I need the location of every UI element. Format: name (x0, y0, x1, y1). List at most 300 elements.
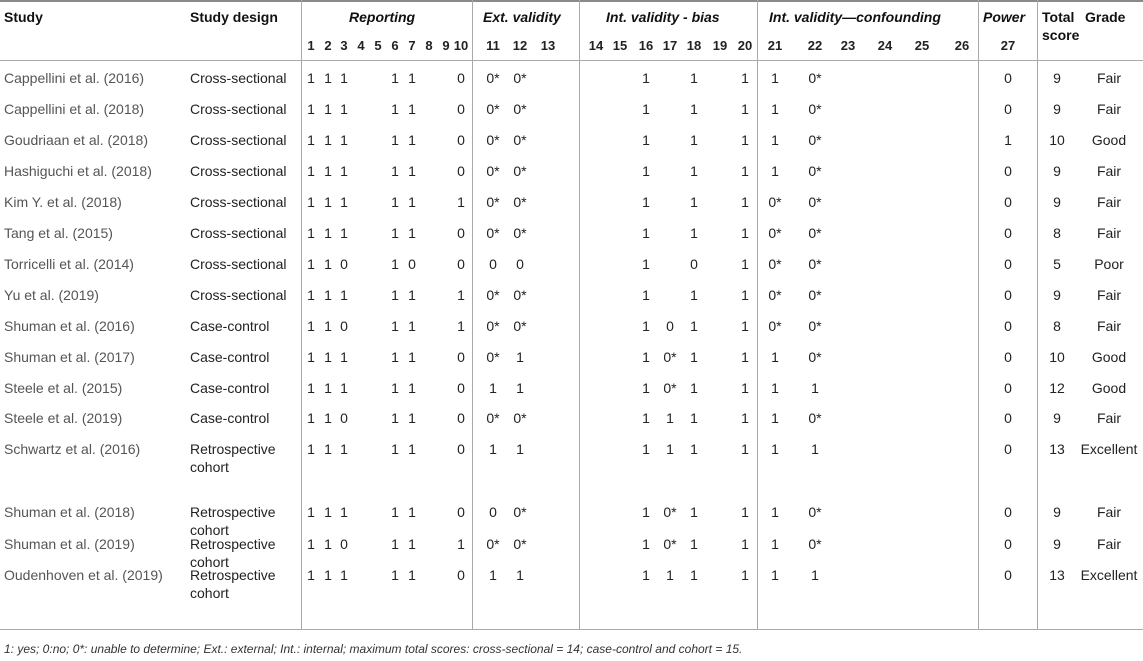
item-score: 1 (391, 567, 399, 583)
item-score: 0 (457, 410, 465, 426)
item-score: 1 (741, 349, 749, 365)
item-score: 1 (741, 380, 749, 396)
study-design: Cross-sectional (190, 256, 287, 272)
item-score: 1 (391, 504, 399, 520)
item-score: 0* (513, 410, 527, 426)
total-score: 9 (1053, 163, 1061, 179)
total-score: 12 (1049, 380, 1065, 396)
item-number: 2 (324, 38, 332, 53)
item-score: 1 (307, 194, 315, 210)
item-score: 1 (741, 410, 749, 426)
item-score: 1 (340, 441, 348, 457)
item-score: 0 (1004, 256, 1012, 272)
item-score: 1 (642, 536, 650, 552)
item-score: 0 (457, 101, 465, 117)
item-score: 1 (408, 287, 416, 303)
total-score-header-line1: Total (1042, 9, 1075, 25)
item-number: 9 (442, 38, 450, 53)
item-score: 1 (642, 380, 650, 396)
top-rule (0, 0, 1143, 2)
item-score: 1 (771, 380, 779, 396)
item-score: 1 (324, 410, 332, 426)
item-score: 0* (486, 287, 500, 303)
item-score: 1 (642, 70, 650, 86)
grade-value: Good (1091, 349, 1127, 365)
item-score: 0 (1004, 567, 1012, 583)
column-separator (1037, 0, 1038, 629)
item-score: 0 (1004, 536, 1012, 552)
grade-value: Fair (1096, 410, 1122, 426)
item-score: 1 (771, 132, 779, 148)
item-score: 0 (1004, 349, 1012, 365)
item-score: 1 (324, 318, 332, 334)
item-score: 1 (741, 287, 749, 303)
item-number: 4 (357, 38, 365, 53)
item-score: 0* (808, 132, 822, 148)
item-score: 0* (486, 194, 500, 210)
study-name: Cappellini et al. (2016) (4, 70, 145, 86)
item-number: 17 (662, 38, 678, 53)
item-number: 1 (307, 38, 315, 53)
item-score: 1 (771, 70, 779, 86)
item-score: 1 (408, 567, 416, 583)
item-score: 1 (642, 225, 650, 241)
item-score: 1 (307, 410, 315, 426)
item-score: 1 (391, 163, 399, 179)
item-score: 1 (457, 318, 465, 334)
item-score: 1 (307, 504, 315, 520)
item-score: 1 (307, 287, 315, 303)
item-score: 1 (307, 318, 315, 334)
item-number: 24 (877, 38, 893, 53)
grade-value: Fair (1096, 163, 1122, 179)
item-score: 1 (340, 225, 348, 241)
item-score: 0 (1004, 287, 1012, 303)
item-number: 12 (512, 38, 528, 53)
item-score: 0 (457, 70, 465, 86)
item-score: 1 (516, 567, 524, 583)
column-separator (472, 0, 473, 629)
item-score: 1 (741, 567, 749, 583)
item-score: 1 (771, 163, 779, 179)
study-name: Shuman et al. (2017) (4, 349, 135, 365)
item-score: 1 (741, 536, 749, 552)
item-score: 1 (666, 441, 674, 457)
item-score: 0 (457, 567, 465, 583)
item-score: 1 (642, 256, 650, 272)
item-score: 0* (513, 504, 527, 520)
study-design: cohort (190, 459, 229, 475)
item-score: 0* (513, 163, 527, 179)
item-score: 1 (771, 349, 779, 365)
table-footnote: 1: yes; 0:no; 0*: unable to determine; Ext.: external; Int.: internal; maximum total scores: cross-sectional = 14; case-control and cohort = 15. (4, 642, 743, 656)
grade-value: Good (1091, 380, 1127, 396)
item-score: 1 (340, 163, 348, 179)
item-score: 0* (808, 504, 822, 520)
item-score: 0 (457, 441, 465, 457)
study-design: Retrospective (190, 536, 276, 552)
item-score: 0 (1004, 441, 1012, 457)
item-score: 1 (324, 567, 332, 583)
item-score: 1 (489, 441, 497, 457)
item-score: 1 (690, 349, 698, 365)
item-score: 1 (642, 567, 650, 583)
grade-value: Fair (1096, 318, 1122, 334)
study-design: Retrospective (190, 567, 276, 583)
total-score: 9 (1053, 410, 1061, 426)
item-score: 1 (771, 441, 779, 457)
study-design: cohort (190, 522, 229, 538)
item-score: 0* (486, 225, 500, 241)
item-score: 1 (771, 410, 779, 426)
item-number: 11 (486, 38, 500, 53)
grade-value: Fair (1096, 101, 1122, 117)
header-divider (0, 60, 1143, 61)
item-score: 0 (666, 318, 674, 334)
item-score: 1 (408, 225, 416, 241)
item-number: 25 (914, 38, 930, 53)
item-score: 0* (808, 163, 822, 179)
item-score: 1 (391, 256, 399, 272)
item-score: 1 (690, 163, 698, 179)
item-score: 0* (486, 132, 500, 148)
item-score: 0 (457, 256, 465, 272)
item-score: 1 (391, 349, 399, 365)
item-score: 1 (642, 287, 650, 303)
item-score: 1 (771, 567, 779, 583)
item-score: 1 (391, 194, 399, 210)
item-score: 0* (808, 318, 822, 334)
grade-value: Good (1091, 132, 1127, 148)
item-number: 19 (712, 38, 728, 53)
item-score: 0 (340, 536, 348, 552)
study-design: cohort (190, 554, 229, 570)
grade-value: Fair (1096, 194, 1122, 210)
item-score: 1 (408, 380, 416, 396)
item-score: 1 (741, 441, 749, 457)
study-design: Case-control (190, 410, 270, 426)
column-separator (579, 0, 580, 629)
item-score: 1 (408, 441, 416, 457)
study-name: Oudenhoven et al. (2019) (4, 567, 163, 583)
item-score: 1 (391, 101, 399, 117)
item-score: 1 (642, 318, 650, 334)
item-score: 1 (457, 536, 465, 552)
item-score: 1 (307, 225, 315, 241)
study-name: Steele et al. (2015) (4, 380, 123, 396)
item-score: 0* (486, 101, 500, 117)
item-score: 0 (408, 256, 416, 272)
item-number: 14 (588, 38, 604, 53)
item-score: 0* (808, 349, 822, 365)
column-separator (301, 0, 302, 629)
item-score: 1 (642, 410, 650, 426)
item-number: 13 (540, 38, 556, 53)
item-score: 1 (324, 194, 332, 210)
item-score: 0* (768, 318, 782, 334)
item-score: 1 (408, 536, 416, 552)
item-score: 1 (324, 441, 332, 457)
study-design: Cross-sectional (190, 70, 287, 86)
grade-value: Fair (1096, 287, 1122, 303)
item-score: 1 (741, 101, 749, 117)
column-separator (978, 0, 979, 629)
study-name: Cappellini et al. (2018) (4, 101, 145, 117)
grade-value: Fair (1096, 70, 1122, 86)
item-score: 1 (340, 70, 348, 86)
study-name: Yu et al. (2019) (4, 287, 99, 303)
item-score: 0* (513, 194, 527, 210)
item-score: 1 (741, 194, 749, 210)
item-score: 1 (340, 567, 348, 583)
item-score: 1 (391, 287, 399, 303)
grade-value: Excellent (1080, 441, 1138, 457)
item-score: 1 (690, 380, 698, 396)
bottom-rule (0, 629, 1143, 630)
item-score: 1 (690, 536, 698, 552)
item-score: 1 (408, 194, 416, 210)
grade-value: Fair (1096, 536, 1122, 552)
item-score: 1 (340, 504, 348, 520)
item-score: 1 (771, 536, 779, 552)
item-score: 0 (1004, 225, 1012, 241)
item-score: 1 (307, 101, 315, 117)
item-score: 0* (486, 318, 500, 334)
item-score: 0 (457, 349, 465, 365)
item-score: 1 (307, 256, 315, 272)
study-name: Steele et al. (2019) (4, 410, 123, 426)
study-name: Hashiguchi et al. (2018) (4, 163, 152, 179)
item-score: 1 (324, 349, 332, 365)
item-score: 1 (408, 410, 416, 426)
study-design: Cross-sectional (190, 287, 287, 303)
item-score: 1 (642, 504, 650, 520)
reporting-group-header: Reporting (349, 9, 416, 25)
study-design: Case-control (190, 349, 270, 365)
item-score: 0* (768, 194, 782, 210)
item-score: 0 (457, 504, 465, 520)
grade-value: Fair (1096, 504, 1122, 520)
item-score: 1 (307, 132, 315, 148)
item-score: 0 (1004, 101, 1012, 117)
item-score: 1 (391, 536, 399, 552)
item-score: 0* (486, 70, 500, 86)
item-score: 1 (324, 70, 332, 86)
grade-value: Fair (1096, 225, 1122, 241)
total-score: 13 (1049, 567, 1065, 583)
study-name: Torricelli et al. (2014) (4, 256, 134, 272)
item-score: 1 (741, 256, 749, 272)
item-score: 1 (457, 194, 465, 210)
item-score: 0* (808, 70, 822, 86)
grade-value: Excellent (1080, 567, 1138, 583)
item-score: 0* (808, 256, 822, 272)
item-score: 0* (513, 70, 527, 86)
item-score: 1 (408, 318, 416, 334)
item-score: 1 (741, 225, 749, 241)
item-score: 0* (768, 256, 782, 272)
item-score: 0 (1004, 380, 1012, 396)
power-group-header: Power (983, 9, 1026, 25)
total-score: 8 (1053, 318, 1061, 334)
item-score: 1 (408, 504, 416, 520)
item-score: 1 (690, 441, 698, 457)
item-score: 0 (1004, 410, 1012, 426)
item-score: 1 (307, 567, 315, 583)
item-score: 1 (741, 70, 749, 86)
item-score: 1 (391, 380, 399, 396)
item-score: 0 (457, 225, 465, 241)
item-score: 1 (741, 504, 749, 520)
total-score: 9 (1053, 101, 1061, 117)
item-score: 0 (457, 163, 465, 179)
item-number: 15 (612, 38, 628, 53)
item-score: 0* (513, 225, 527, 241)
item-score: 1 (408, 132, 416, 148)
item-score: 1 (340, 380, 348, 396)
study-header: Study (4, 9, 43, 25)
study-name: Tang et al. (2015) (4, 225, 113, 241)
item-number: 10 (453, 38, 469, 53)
item-score: 1 (811, 441, 819, 457)
bias-group-header: Int. validity - bias (606, 9, 720, 25)
item-score: 0* (808, 536, 822, 552)
study-name: Shuman et al. (2018) (4, 504, 135, 520)
item-score: 1 (741, 132, 749, 148)
item-score: 1 (391, 410, 399, 426)
item-score: 1 (741, 318, 749, 334)
item-score: 1 (408, 349, 416, 365)
study-design: Retrospective (190, 441, 276, 457)
item-score: 0* (486, 410, 500, 426)
item-score: 1 (324, 380, 332, 396)
study-design: Cross-sectional (190, 194, 287, 210)
study-design: Case-control (190, 380, 270, 396)
total-score: 9 (1053, 504, 1061, 520)
item-score: 0 (457, 380, 465, 396)
item-score: 1 (307, 349, 315, 365)
item-score: 1 (690, 567, 698, 583)
study-design: cohort (190, 585, 229, 601)
item-number: 5 (374, 38, 382, 53)
item-score: 1 (340, 287, 348, 303)
grade-header: Grade (1085, 9, 1126, 25)
item-score: 1 (408, 70, 416, 86)
item-score: 1 (324, 225, 332, 241)
item-score: 0* (663, 380, 677, 396)
item-score: 0 (1004, 504, 1012, 520)
item-score: 1 (324, 101, 332, 117)
item-number: 6 (391, 38, 399, 53)
item-score: 1 (408, 101, 416, 117)
item-score: 0* (808, 194, 822, 210)
item-score: 1 (642, 441, 650, 457)
item-score: 1 (516, 349, 524, 365)
item-score: 0* (663, 504, 677, 520)
item-score: 0 (516, 256, 524, 272)
item-score: 0* (663, 536, 677, 552)
item-score: 1 (391, 318, 399, 334)
item-score: 1 (324, 536, 332, 552)
item-score: 0* (513, 536, 527, 552)
study-design: Cross-sectional (190, 132, 287, 148)
item-score: 1 (307, 536, 315, 552)
item-score: 1 (391, 70, 399, 86)
total-score: 10 (1049, 349, 1065, 365)
item-score: 1 (811, 380, 819, 396)
item-score: 1 (324, 504, 332, 520)
item-score: 0 (1004, 318, 1012, 334)
total-score: 13 (1049, 441, 1065, 457)
column-separator (757, 0, 758, 629)
total-score: 10 (1049, 132, 1065, 148)
total-score: 9 (1053, 194, 1061, 210)
item-score: 1 (516, 380, 524, 396)
item-score: 1 (391, 441, 399, 457)
item-score: 1 (642, 163, 650, 179)
item-score: 0 (1004, 70, 1012, 86)
item-number: 22 (807, 38, 823, 53)
study-design: Cross-sectional (190, 163, 287, 179)
item-score: 0* (808, 101, 822, 117)
study-name: Schwartz et al. (2016) (4, 441, 141, 457)
item-number: 20 (737, 38, 753, 53)
item-score: 1 (811, 567, 819, 583)
item-score: 0 (457, 132, 465, 148)
item-score: 0 (489, 504, 497, 520)
item-score: 1 (489, 567, 497, 583)
item-score: 1 (307, 380, 315, 396)
item-score: 0 (340, 256, 348, 272)
item-score: 1 (690, 70, 698, 86)
study-name: Kim Y. et al. (2018) (4, 194, 122, 210)
item-score: 1 (690, 318, 698, 334)
item-number: 7 (408, 38, 416, 53)
item-score: 1 (771, 504, 779, 520)
study-name: Goudriaan et al. (2018) (4, 132, 148, 148)
total-score-header-line2: score (1042, 27, 1080, 43)
item-score: 1 (741, 163, 749, 179)
item-score: 0* (768, 287, 782, 303)
item-score: 1 (642, 101, 650, 117)
total-score: 9 (1053, 536, 1061, 552)
item-score: 1 (1004, 132, 1012, 148)
item-score: 0 (340, 318, 348, 334)
item-score: 0 (1004, 163, 1012, 179)
item-score: 1 (516, 441, 524, 457)
item-score: 1 (324, 163, 332, 179)
study-design: Cross-sectional (190, 101, 287, 117)
item-score: 1 (391, 132, 399, 148)
item-score: 1 (690, 225, 698, 241)
study-name: Shuman et al. (2016) (4, 318, 135, 334)
study-design: Case-control (190, 318, 270, 334)
item-number: 23 (840, 38, 856, 53)
item-number: 3 (340, 38, 348, 53)
item-number: 26 (954, 38, 970, 53)
item-score: 1 (489, 380, 497, 396)
total-score: 9 (1053, 70, 1061, 86)
item-score: 1 (690, 410, 698, 426)
item-score: 0* (486, 349, 500, 365)
item-score: 1 (307, 163, 315, 179)
item-score: 1 (340, 349, 348, 365)
item-score: 0* (513, 318, 527, 334)
item-score: 0 (1004, 194, 1012, 210)
item-score: 1 (690, 101, 698, 117)
study-name: Shuman et al. (2019) (4, 536, 135, 552)
item-score: 1 (690, 287, 698, 303)
